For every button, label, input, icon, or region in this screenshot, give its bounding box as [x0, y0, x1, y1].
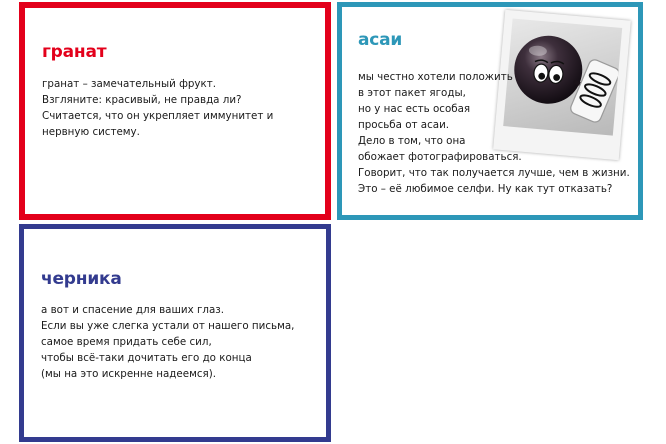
text-line: просьба от асаи. [358, 119, 450, 131]
text-line: мы честно хотели положить [358, 71, 513, 83]
card-acai [337, 2, 643, 220]
card-title: черника [41, 269, 122, 289]
card-text [41, 302, 294, 382]
card-text [42, 76, 273, 140]
text-line: нервную систему. [42, 126, 140, 138]
text-line: обожает фотографироваться. [358, 151, 522, 163]
text-line: Если вы уже слегка устали от нашего письма, [41, 320, 295, 332]
card-text [358, 69, 630, 197]
text-line: Считается, что он укрепляет иммунитет и [42, 110, 274, 122]
card-pomegranate [19, 2, 331, 220]
text-line: чтобы всё-таки дочитать его до конца [41, 352, 252, 364]
text-line: Говорит, что так получается лучше, чем в жизни. [358, 167, 630, 179]
text-line: а вот и спасение для ваших глаз. [41, 304, 224, 316]
text-line: в этот пакет ягоды, [358, 87, 466, 99]
text-line: гранат – замечательный фрукт. [42, 78, 217, 90]
card-title: гранат [42, 42, 107, 62]
text-line: Дело в том, что она [358, 135, 466, 147]
text-line: самое время придать себе сил, [41, 336, 212, 348]
text-line: (мы на это искренне надеемся). [41, 368, 216, 380]
text-line: но у нас есть особая [358, 103, 471, 115]
card-title: асаи [358, 30, 403, 50]
text-line: Взгляните: красивый, не правда ли? [42, 94, 242, 106]
text-line: Это – её любимое селфи. Ну как тут отказать? [358, 183, 613, 195]
card-blueberry [19, 224, 331, 442]
